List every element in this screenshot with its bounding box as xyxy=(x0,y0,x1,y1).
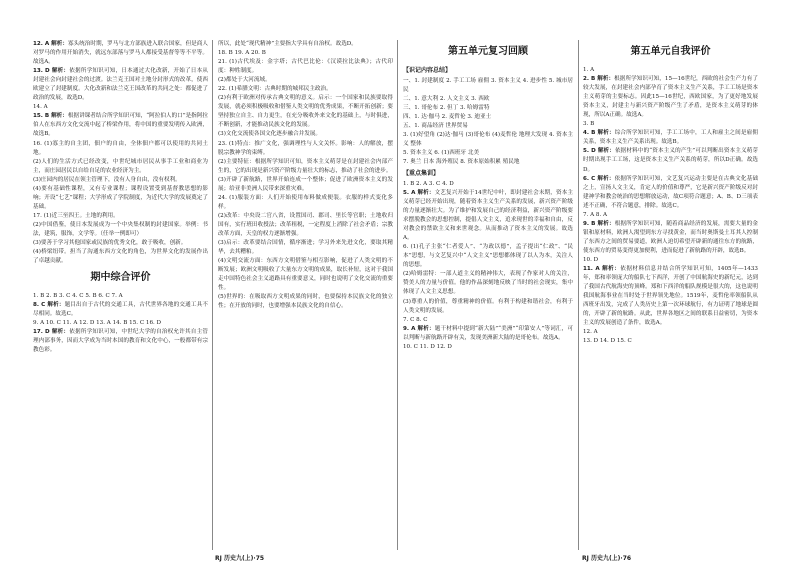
answer-item: (2)有利于欧洲对传承古典文明的意义。启示：一个国家和民族要取得发展，就必须积极吸收和借鉴人类文明的优秀成果，不断开拓创新；要坚持独立自主、自力更生，在充分吸收外来文化的基础上，与时俱进，不断创新，才能推动民族文化的发展。 xyxy=(218,95,393,129)
answer-item: (4)文明交流方面：东西方文明借鉴与相互影响，促进了人类文明的不断发展；欧洲文明吸收了大量东方文明的成果，取长补短，这对于我国走中国特色社会主义道路具有重要意义，同时也说明了文化交流的重要性。 xyxy=(218,258,393,292)
column-2 xyxy=(218,40,393,552)
answer-item: 五、1. 商品经济 世界贸易 xyxy=(403,122,468,129)
answer-item: 14. A xyxy=(33,104,48,111)
key-training-heading: 【重点集训】 xyxy=(403,170,440,178)
answer-item: 1. B 2. B 3. C 4. C 5. B 6. C 7. A xyxy=(33,293,123,300)
column-1 xyxy=(33,40,208,552)
page-number-right: RJ 历史九(上)·76 xyxy=(582,555,632,562)
answer-item: 5. A 解析：文艺复兴开始于14世纪中叶，即封建社会末期，资本主义萌芽已经开始出现，随着资本主义生产关系的发展，新兴资产阶级的力量逐渐壮大。为了维护和发展自己的经济利益，新兴资产阶级要求摆脱教会的思想控制，提倡人文主义，追求现世的幸福和自由，反对教会的禁欲主义和来世观念。从而推动了资本主义的发展。故选A。 xyxy=(403,189,573,242)
answer-item: (2)都处于大河流域。 xyxy=(218,77,271,84)
answer-item: 1. A xyxy=(583,67,595,73)
answer-item: 10. D xyxy=(583,256,599,263)
answer-item: (3)开辟了新航路，世界开始连成一个整体；促进了欧洲资本主义的发展；给亚非美洲人民带来深重灾难。 xyxy=(218,176,393,192)
answer-item: 1. B 2. A 3. C 4. D xyxy=(403,180,454,187)
answer-item: 21. (1)古代埃及：金字塔；古代巴比伦：《汉谟拉比法典》；古代印度：种姓制度。 xyxy=(218,59,393,75)
answer-item: 13. D 解析：依据所学知识可知，日本通过大化改新，开始了日本从封建社会向封建社会的过渡。法兰克王国对土地分封形式的改革，使西欧建立了封建制度。大化改新和法兰克王国改革的共同之处：都促进了政治的发展，故选D。 xyxy=(33,68,208,102)
answer-item: 16. (1)寡主的自主团，佃户的自由，全体佃户都可以使用的共同土地。 xyxy=(33,140,208,156)
answer-item: (2)人们的生活方式已经改变，中世纪城市居民从事手工业和商业为主，而庄园居民以自给自足的农业经济为主。 xyxy=(33,158,208,174)
answer-item: 17. D 解析：依据所学知识可知，中世纪大学的自治权允许其自主管理内部事务，因而大学成为当时本国的教育和文化中心，一般都带有宗教色彩。 xyxy=(33,329,208,354)
answer-item: (2)哈姆雷特：一部人道主义的精神伟大，表现了作家对人的关注，赞美人的力量与价值。他的作品深刻地反映了当时的社会现实，集中体现了人文主义思想。 xyxy=(403,271,573,296)
answer-item: 二、1. 意大利 2. 人文主义 3. 西欧 xyxy=(403,95,490,102)
column-3 xyxy=(403,40,573,552)
midterm-answer-list xyxy=(33,292,208,355)
answer-item: 5. 资本主义 6. (1)西班牙 北美 xyxy=(403,150,480,157)
answer-item: 3. (1)好望角 (2)达·伽马 (3)哥伦布 (4)麦哲伦 地理大发现 4. 资本主义 整体 xyxy=(403,132,573,148)
column-divider xyxy=(397,40,398,550)
answer-item: (3)庄园内的居民在领主管理下，没有人身自由，没有权利。 xyxy=(33,176,181,183)
answer-item: (2)主要特征：根据所学知识可知，资本主义萌芽是在封建社会内部产生的，它的出现是新兴资产阶级力量壮大的标志，推动了社会的进步。 xyxy=(218,158,393,174)
answer-item: (2)改革：中央设二官八省，设置国司、郡司、里长等官职；土地收归国有，实行班田收授法；改革租税，一定程度上消除了社会矛盾；宗教改革方面，天皇的权力逐渐增强。 xyxy=(218,212,393,237)
column-divider xyxy=(578,40,579,550)
review-answer-list xyxy=(403,180,573,352)
answer-item: 18. B 19. A 20. B xyxy=(218,50,266,57)
answer-item: (4)要有基础性课程，又有专业课程；课程设置受到基督教思想的影响；开设“七艺”课程；大学形成了学院制度，为近代大学的发展奠定了基础。 xyxy=(33,185,208,210)
answer-item: 13. D 14. D 15. C xyxy=(583,338,632,345)
answer-item: (3)启示：改革要结合国情，循序渐进；学习外来先进文化，要取其精华，去其糟粕。 xyxy=(218,240,393,256)
answer-item: 8. C 解析：题目出自于古代的交通工具，古代世界各地的交通工具不尽相同。故选C。 xyxy=(33,302,208,318)
answer-item: 23. (1)特点：推广文化，强调理性与人文关怀。影响：人的解放，摆脱宗教神学的束缚。 xyxy=(218,140,393,156)
answer-list xyxy=(218,40,393,311)
answer-item: 一、1. 封建制度 2. 手工工场 雇佣 3. 资本主义 4. 进步性 5. 城市居民 xyxy=(403,77,573,93)
answer-item: 6. (1)孔子主张“仁者爱人”、“为政以德”，孟子提出“仁政”、“民本”思想，与文艺复兴中“人文主义”思想都体现了以人为本，关注人的思想。 xyxy=(403,244,573,269)
answer-list xyxy=(33,40,208,266)
answer-item: 17. (1)近三至四王。土地的利用。 xyxy=(33,212,119,219)
answer-item: 3. B xyxy=(583,121,595,128)
unit5-review-title: 第五单元复习回顾 xyxy=(448,46,528,57)
answer-item: 10. C 11. D 12. D xyxy=(403,343,452,350)
answer-item: 7. 奥兰 日本 海外殖民 8. 资本原始积累 殖民地 xyxy=(403,159,520,166)
answer-item: 9. B 解析：根据所学知识可知，随着商品经济的发展，需要大量的金银和原材料，欧洲人渴望到东方寻找黄金，而当时奥斯曼土耳其人控制了东西方之间的贸易要道，欧洲人迫切希望开辟新的通往东方的航路，使东西方的贸易变得更加便利，进而促进了新航路的开辟，故选B。 xyxy=(583,220,758,254)
answer-item: 12. A 解析：寡头统治时期，罗马与北方部族进入联合国家，但是商人对罗马的作用开始消失，就远东部落与罗马人都接受基督等等不平等。故选A。 xyxy=(33,41,208,66)
answer-item: 三、1. 哥伦布 2. 但丁 3. 哈姆雷特 xyxy=(403,104,490,111)
answer-item: (3)文化交流使各国文化逐步融合并发展。 xyxy=(218,131,322,138)
answer-item: 5. D 解析：依据材料中的“资本主义的产生”可以判断出资本主义萌芽时期出现手工工场，这是资本主义生产关系的萌芽，所以D正确。故选D。 xyxy=(583,148,758,173)
answer-item: (5)世界的：在吸取西方文明成果的同时，也要保持本民族文化的独立性；在开放的同时，也要增强本民族文化的自信心。 xyxy=(218,294,393,310)
unit5-self-eval-title: 第五单元自我评价 xyxy=(630,46,711,57)
answer-item: 9. A 10. C 11. A 12. D 13. A 14. B 15. C 16. D xyxy=(33,320,162,327)
answer-item: 所以，此处“现代精神”主要指大学具有自治权。故选D。 xyxy=(218,41,357,47)
answer-item: 11. A 解析：依据材料信息并结合所学知识可知，1405年—1433年，郑和率领庞大的船队七下西洋，开创了中国航海史的新纪元，达到了我国古代航海史的顶峰。郑和下西洋的船队规模是很大的，这也说明我国航海事业在当时处于世界领先地位。1519年，麦哲伦率领船队从西班牙出发，完成了人类历史上第一次环球航行，有力证明了地球是圆的，开辟了新的航路。从此，世界各地区之间的联系日益密切，为资本主义的发展创造了条件，故选A。 xyxy=(583,266,758,327)
answer-item: 22. (1)希腊文明：古典时期的城邦民主政治。 xyxy=(218,86,332,93)
answer-item: 2. B 解析：根据所学知识可知，15—16世纪，西欧的社会生产力有了较大发展，在封建社会内部孕育了资本主义生产关系，手工工场是资本主义萌芽的主要标志。因此15—16世纪，西欧国家，为了更好地发展资本主义，封建主与新兴资产阶级产生了矛盾，是资本主义萌芽的体现，所以A正确。故选A。 xyxy=(583,76,758,119)
answer-item: (2)中国借鉴，使日本发展成为一个中央集权制的封建国家。举例：书法，建筑，服饰，文学等。（任举一例即可） xyxy=(33,221,208,237)
answer-item: 15. B 解析：根据讲课者结合所学知识可知，“阿拉伯人的口”是指阿拉伯人在东西方文化交流中起了桥梁作用，将中国的重要发明传入欧洲，故选B。 xyxy=(33,113,208,138)
answer-item: (4)桥梁纽带。担当了沟通东西方文化的角色，为世界文化的发展作出了卓越贡献。 xyxy=(33,249,208,265)
knowledge-list xyxy=(403,77,573,167)
answer-item: 9. A 解析：题干材料中提到“新大陆”“美洲”“印第安人”等词汇，可以判断与新航路开辟有关，发现美洲新大陆的是哥伦布。故选A。 xyxy=(403,325,573,341)
answer-item: 四、1. 达·伽马 2. 麦哲伦 3. 迪亚士 xyxy=(403,113,492,120)
page-number-left: RJ 历史九(上)·75 xyxy=(215,555,265,562)
answer-item: (3)尊重人的价值，尊重精神的价值。有利于构建和谐社会，有利于人类文明的发展。 xyxy=(403,298,573,314)
midterm-title: 期中综合评价 xyxy=(90,272,151,284)
answer-item: 7. A 8. A xyxy=(583,211,608,218)
answer-item: 24. (1)服装方面：人们开始使用布料做成便装。衣服的样式变化多样。 xyxy=(218,194,393,210)
answer-item: 6. C 解析：依据所学知识可知，文艺复兴运动主要是在古典文化基础之上，宣扬人文主义，肯定人的价值和尊严，它是新兴资产阶级反对封建神学和教会统治的思想解放运动，故C项符合题意；A、B、D三项表述不正确，不符合题意，排除。故选C。 xyxy=(583,175,758,209)
answer-item: (3)要善于学习其他国家或民族的优秀文化，敢于吸收，创新。 xyxy=(33,240,187,247)
answer-item: 7. C 8. C xyxy=(403,316,428,323)
answer-item: 12. A xyxy=(583,329,598,336)
column-4 xyxy=(583,40,758,552)
column-divider xyxy=(212,40,213,550)
answer-list xyxy=(583,66,758,346)
answer-item: 4. B 解析：综合所学知识可知，手工工场中，工人和雇主之间是雇佣关系，资本主义生产关系出现。故选B。 xyxy=(583,130,758,146)
knowledge-summary-heading: 【识记内容总结】 xyxy=(403,67,452,74)
